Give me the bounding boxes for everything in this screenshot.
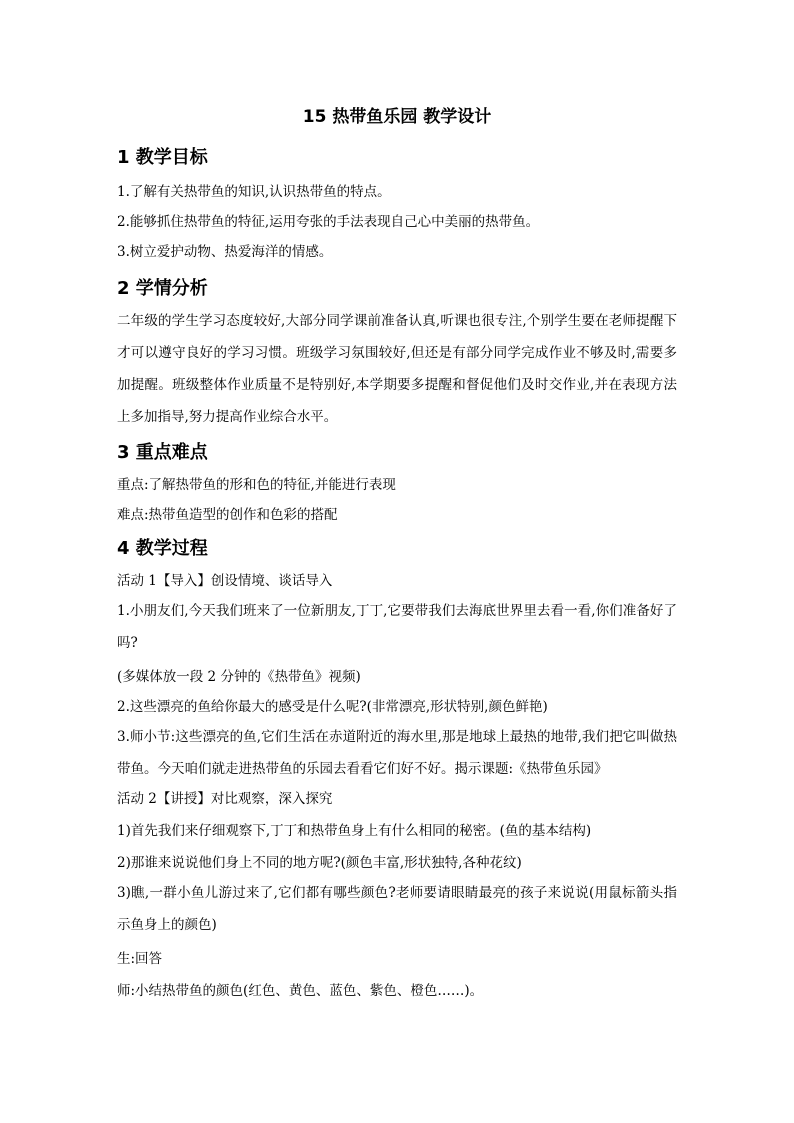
process-item: 3.师小节:这些漂亮的鱼,它们生活在赤道附近的海水里,那是地球上最热的地带,我们把它叫做热带鱼。今天咱们就走进热带鱼的乐园去看看它们好不好。揭示课题:《热带鱼乐园》 — [117, 729, 677, 777]
section-heading-key-points: 3 重点难点 — [117, 442, 208, 463]
document-body — [117, 146, 677, 1001]
process-item: 1.小朋友们,今天我们班来了一位新朋友,丁丁,它要带我们去海底世界里去看一看,你们准备好了吗? — [117, 603, 677, 651]
process-item: 2.这些漂亮的鱼给你最大的感受是什么呢?(非常漂亮,形状特别,颜色鲜艳) — [117, 699, 548, 715]
objective-item: 3.树立爱护动物、热爱海洋的情感。 — [117, 244, 333, 260]
objective-item: 2.能够抓住热带鱼的特征,运用夸张的手法表现自己心中美丽的热带鱼。 — [117, 214, 540, 230]
section-heading-objectives: 1 教学目标 — [117, 147, 208, 168]
analysis-paragraph: 二年级的学生学习态度较好,大部分同学课前准备认真,听课也很专注,个别学生要在老师提醒下才可以遵守良好的学习习惯。班级学习氛围较好,但还是有部分同学完成作业不够及时,需要多加提醒。班级整体作业质量不是特别好,本学期要多提醒和督促他们及时交作业,并在表现方法上多加指导,努力提高作业综合水平。 — [117, 313, 677, 425]
document-title: 15 热带鱼乐园 教学设计 — [302, 107, 492, 127]
process-item: 生:回答 — [117, 951, 163, 967]
objective-item: 1.了解有关热带鱼的知识,认识热带鱼的特点。 — [117, 184, 391, 200]
key-point-item: 重点:了解热带鱼的形和色的特征,并能进行表现 — [117, 477, 396, 493]
section-heading-analysis: 2 学情分析 — [117, 278, 208, 299]
activity-heading: 活动 2【讲授】对比观察，深入探究 — [117, 791, 333, 807]
process-item: 3)瞧,一群小鱼儿游过来了,它们都有哪些颜色?老师要请眼睛最亮的孩子来说说(用鼠标箭头指示鱼身上的颜色) — [117, 885, 677, 933]
process-item: (多媒体放一段 2 分钟的《热带鱼》视频) — [117, 669, 361, 685]
activity-heading: 活动 1【导入】创设情境、谈话导入 — [117, 573, 333, 589]
process-item: 师:小结热带鱼的颜色(红色、黄色、蓝色、紫色、橙色……)。 — [117, 983, 484, 999]
process-item: 1)首先我们来仔细观察下,丁丁和热带鱼身上有什么相同的秘密。(鱼的基本结构) — [117, 823, 592, 839]
section-heading-process: 4 教学过程 — [117, 538, 208, 559]
process-item: 2)那谁来说说他们身上不同的地方呢?(颜色丰富,形状独特,各种花纹) — [117, 855, 522, 871]
key-point-item: 难点:热带鱼造型的创作和色彩的搭配 — [117, 507, 338, 523]
